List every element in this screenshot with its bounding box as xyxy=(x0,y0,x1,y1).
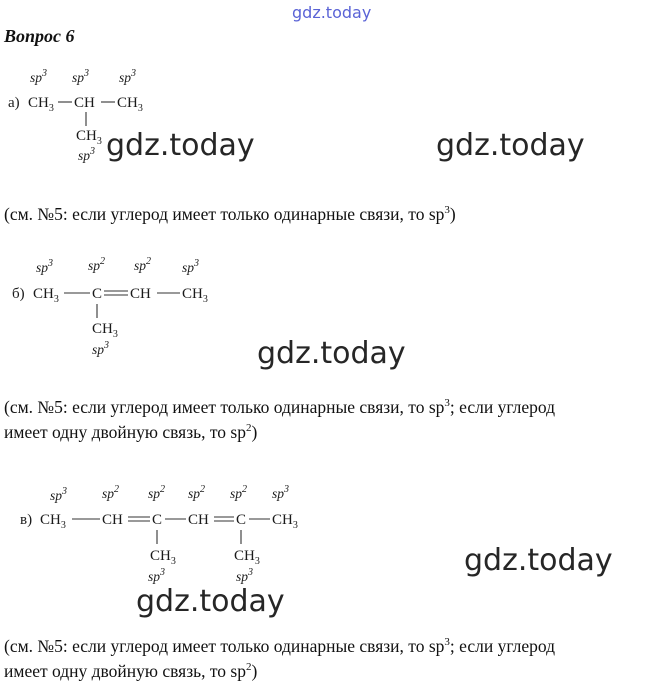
formula-b-hyb-4: $sp^3$ xyxy=(182,258,200,275)
formula-c-group-1: $CH_3$ xyxy=(40,512,66,531)
formula-b-group-3: CH xyxy=(130,286,151,302)
watermark: gdz.today xyxy=(464,543,613,578)
formula-b-hyb-1: $sp^3$ xyxy=(36,258,54,275)
formula-c-group-5: C xyxy=(236,512,247,528)
formula-c-hyb-5: $sp^2$ xyxy=(230,484,248,501)
formula-c-hyb-3: $sp^2$ xyxy=(148,484,166,501)
formula-c-label: в) xyxy=(20,512,33,528)
formula-a-hyb-2: $sp^3$ xyxy=(72,68,90,85)
formula-c-group-8: $CH_3$ xyxy=(234,548,260,567)
watermark: gdz.today xyxy=(436,128,585,163)
formula-c-hyb-1: $sp^3$ xyxy=(50,486,68,503)
formula-c-group-2: CH xyxy=(102,512,123,528)
formula-a-label: а) xyxy=(8,95,20,111)
note-1: (см. №5: если углерод имеет только одинарные связи, то $sp^3$) xyxy=(4,204,456,224)
formula-c-hyb-4: $sp^2$ xyxy=(188,484,206,501)
formula-b-hyb-3: $sp^2$ xyxy=(134,256,152,273)
formula-a-group-4: $CH_3$ xyxy=(76,128,102,147)
formula-b-group-4: $CH_3$ xyxy=(182,286,208,305)
formula-b-group-2: C xyxy=(92,286,103,302)
formula-b-hyb-2: $sp^2$ xyxy=(88,256,106,273)
note-3 xyxy=(4,634,555,684)
formula-c xyxy=(0,478,320,590)
watermark: gdz.today xyxy=(106,128,255,163)
watermark: gdz.today xyxy=(257,336,406,371)
formula-a-hyb-4: $sp^3$ xyxy=(78,146,96,163)
note-3-line-2: имеет одну двойную связь, то $sp^2$) xyxy=(4,661,258,681)
watermark: gdz.today xyxy=(136,584,285,619)
formula-b-label: б) xyxy=(12,286,25,302)
formula-b-group-5: $CH_3$ xyxy=(92,321,118,340)
formula-c-group-6: $CH_3$ xyxy=(272,512,298,531)
note-3-line-1: (см. №5: если углерод имеет только одинарные связи, то $sp^3$; если углерод xyxy=(4,636,556,656)
formula-a-hyb-1: $sp^3$ xyxy=(30,68,48,85)
question-title: Вопрос 6 xyxy=(4,26,75,46)
formula-c-group-4: CH xyxy=(188,512,209,528)
formula-a-hyb-3: $sp^3$ xyxy=(119,68,137,85)
note-2-line-1: (см. №5: если углерод имеет только одинарные связи, то $sp^3$; если углерод xyxy=(4,397,556,417)
formula-c-hyb-6: $sp^3$ xyxy=(272,484,290,501)
note-2-line-2: имеет одну двойную связь, то $sp^2$) xyxy=(4,422,258,442)
note-2 xyxy=(4,395,555,445)
formula-b-group-1: $CH_3$ xyxy=(33,286,59,305)
formula-a-group-3: $CH_3$ xyxy=(117,95,143,114)
top-watermark: gdz.today xyxy=(292,3,372,22)
formula-b xyxy=(0,250,240,362)
formula-c-hyb-8: $sp^3$ xyxy=(236,567,254,584)
formula-a-group-1: $CH_3$ xyxy=(28,95,54,114)
formula-c-group-7: $CH_3$ xyxy=(150,548,176,567)
formula-c-group-3: C xyxy=(152,512,163,528)
formula-c-hyb-2: $sp^2$ xyxy=(102,484,120,501)
formula-a-group-2: CH xyxy=(74,95,95,111)
formula-c-hyb-7: $sp^3$ xyxy=(148,567,166,584)
formula-b-hyb-5: $sp^3$ xyxy=(92,340,110,357)
